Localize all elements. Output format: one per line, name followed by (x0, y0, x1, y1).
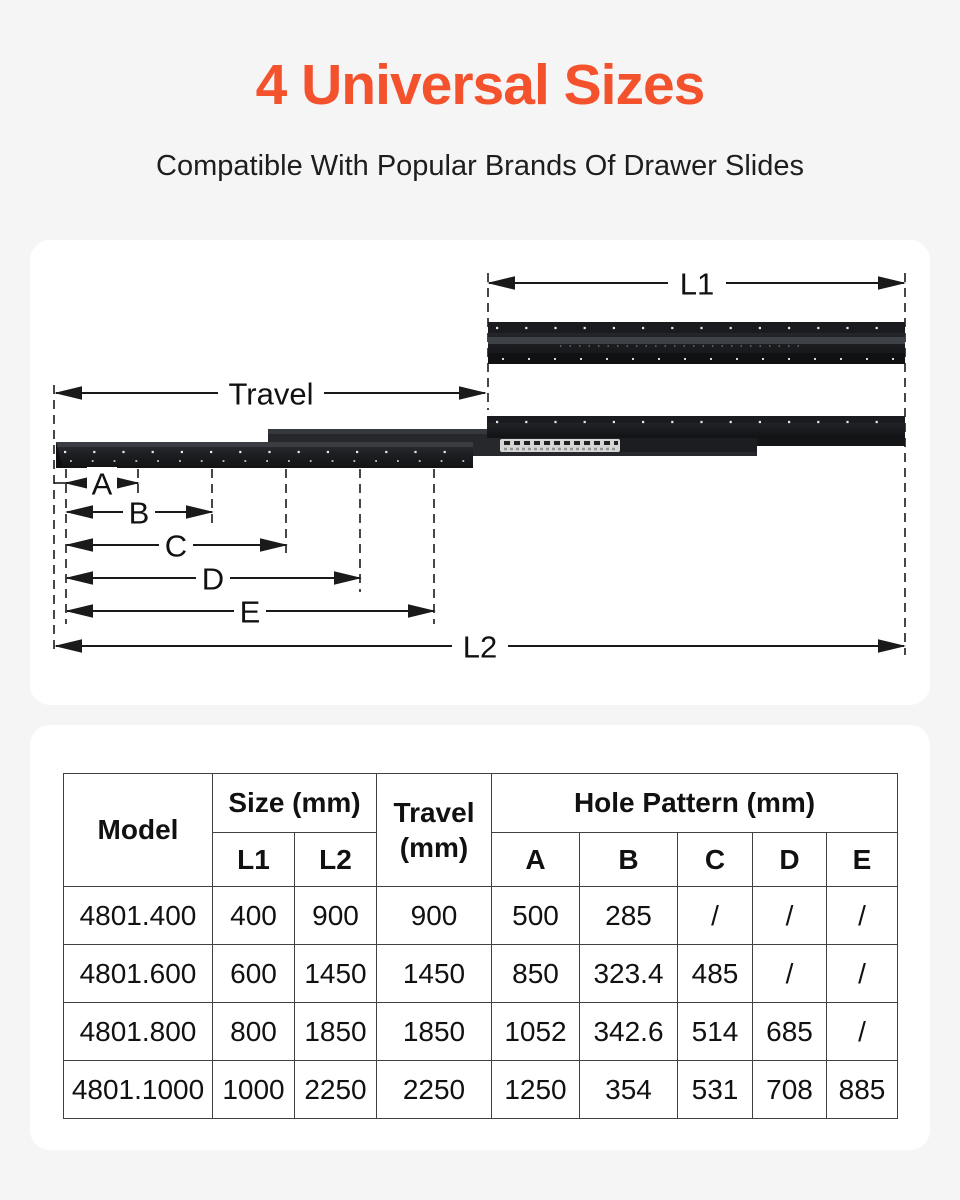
header-a: A (492, 833, 580, 887)
cell-e: 885 (827, 1061, 898, 1119)
header-model: Model (64, 774, 213, 887)
cell-l1: 800 (213, 1003, 295, 1061)
spec-table (63, 773, 898, 1119)
diagram-card (30, 240, 930, 705)
cell-l2: 1850 (295, 1003, 377, 1061)
cell-a: 500 (492, 887, 580, 945)
dimension-label-e: E (239, 594, 261, 630)
page-title: 4 Universal Sizes (255, 53, 705, 117)
spec-table-card (30, 725, 930, 1150)
cell-l1: 1000 (213, 1061, 295, 1119)
cell-model: 4801.600 (64, 945, 213, 1003)
dimension-label-l2: L2 (462, 629, 498, 665)
cell-l1: 400 (213, 887, 295, 945)
cell-d: / (753, 945, 827, 1003)
header-b: B (580, 833, 678, 887)
page-subtitle: Compatible With Popular Brands Of Drawer Slides (156, 150, 804, 182)
dimension-c (67, 529, 286, 564)
closed-slide-rail (488, 322, 905, 364)
cell-d: 685 (753, 1003, 827, 1061)
cell-b: 354 (580, 1061, 678, 1119)
cell-model: 4801.1000 (64, 1061, 213, 1119)
ball-bearing-cage (500, 439, 620, 452)
header-travel-line2: (mm) (399, 832, 469, 863)
dimension-e (67, 595, 434, 630)
header-row-groups (64, 774, 898, 833)
header-hole-pattern: Hole Pattern (mm) (492, 774, 898, 833)
cell-c: / (678, 887, 753, 945)
header-e: E (827, 833, 898, 887)
cell-travel: 1450 (377, 945, 492, 1003)
cell-c: 514 (678, 1003, 753, 1061)
cell-d: 708 (753, 1061, 827, 1119)
table-row (64, 1003, 898, 1061)
dimension-l2 (56, 630, 904, 665)
table-row (64, 1061, 898, 1119)
header-l2: L2 (295, 833, 377, 887)
header-size: Size (mm) (213, 774, 377, 833)
cell-l1: 600 (213, 945, 295, 1003)
header-c: C (678, 833, 753, 887)
cell-b: 342.6 (580, 1003, 678, 1061)
cell-d: / (753, 887, 827, 945)
cell-a: 1250 (492, 1061, 580, 1119)
cell-travel: 1850 (377, 1003, 492, 1061)
cell-c: 485 (678, 945, 753, 1003)
header-d: D (753, 833, 827, 887)
cell-model: 4801.800 (64, 1003, 213, 1061)
table-row (64, 945, 898, 1003)
header-l1: L1 (213, 833, 295, 887)
cell-e: / (827, 945, 898, 1003)
cell-e: / (827, 887, 898, 945)
cell-travel: 2250 (377, 1061, 492, 1119)
dimension-b (67, 496, 212, 531)
cell-l2: 1450 (295, 945, 377, 1003)
cell-a: 850 (492, 945, 580, 1003)
cell-model: 4801.400 (64, 887, 213, 945)
dimension-label-travel: Travel (228, 376, 314, 412)
extended-slide-rail (56, 416, 905, 468)
dimension-d (67, 562, 360, 597)
cell-b: 323.4 (580, 945, 678, 1003)
header-travel (377, 774, 492, 887)
dimension-label-c: C (164, 528, 188, 564)
cell-c: 531 (678, 1061, 753, 1119)
cell-b: 285 (580, 887, 678, 945)
table-row (64, 887, 898, 945)
cell-travel: 900 (377, 887, 492, 945)
cell-l2: 2250 (295, 1061, 377, 1119)
dimension-label-d: D (201, 561, 225, 597)
cell-l2: 900 (295, 887, 377, 945)
cell-e: / (827, 1003, 898, 1061)
drawer-slide-dimension-diagram (30, 240, 930, 705)
header-travel-line1: Travel (393, 797, 475, 828)
dimension-label-b: B (128, 495, 150, 531)
dimension-label-l1: L1 (679, 266, 715, 302)
dimension-label-a: A (91, 466, 113, 502)
dimension-travel (56, 376, 485, 412)
dimension-l1 (489, 267, 904, 302)
cell-a: 1052 (492, 1003, 580, 1061)
